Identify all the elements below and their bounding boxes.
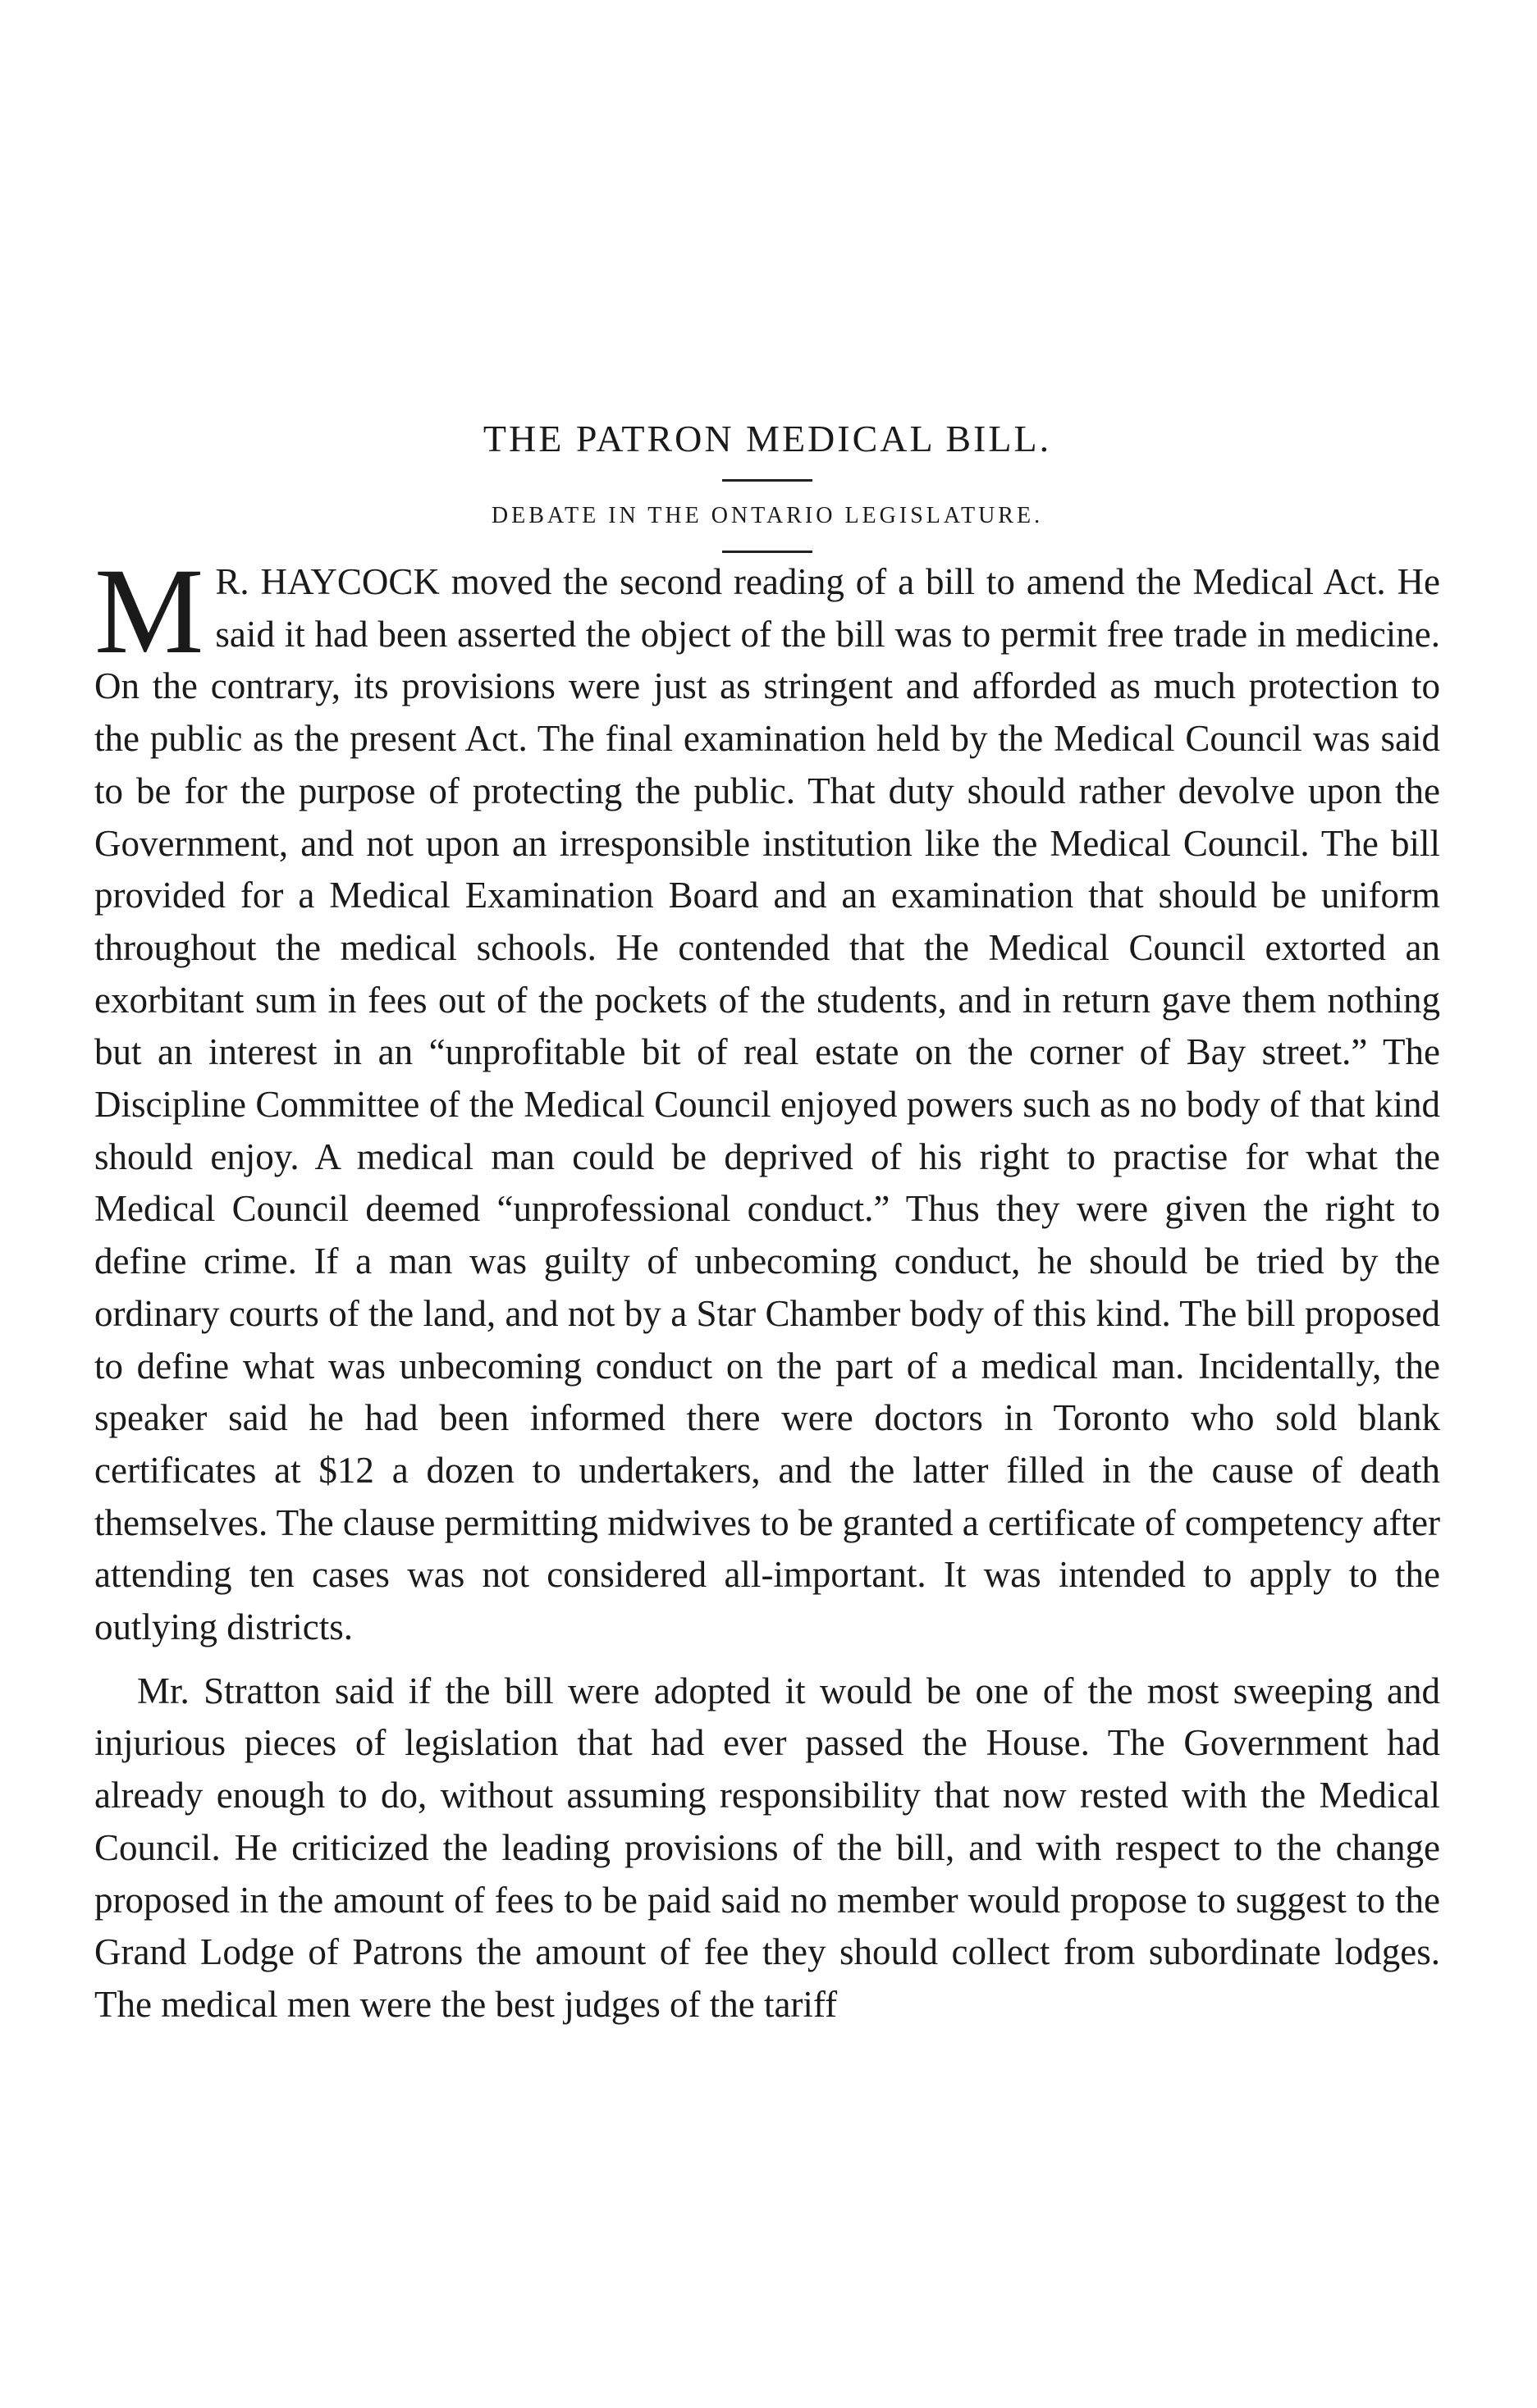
document-page [94, 410, 1440, 2031]
title-divider [722, 479, 812, 482]
paragraph-1-text: R. HAYCOCK moved the second reading of a bill to amend the Medical Act. He said it had been asserted the object of the bill was to permit free trade in medicine. On the contrary, its provisions were just as stringent and afforded as much protection to the public as the present Act. The final examination held by the Medical Council was said to be for the purpose of protecting the public. That duty should rather devolve upon the Government, and not upon an irresponsible institution like the Medical Council. The bill provided for a Medical Examination Board and an examination that should be uniform throughout the medical schools. He contended that the Medical Council extorted an exorbitant sum in fees out of the pockets of the students, and in return gave them nothing but an interest in an “unprofitable bit of real estate on the corner of Bay street.” The Discipline Committee of the Medical Council enjoyed powers such as no body of that kind should enjoy. A medical man could be deprived of his right to practise for what the Medical Council deemed “unprofessional conduct.” Thus they were given the right to define crime. If a man was guilty of unbecoming conduct, he should be tried by the ordinary courts of the land, and not by a Star Chamber body of this kind. The bill proposed to define what was unbecoming conduct on the part of a medical man. Incidentally, the speaker said he had been informed there were doctors in Toronto who sold blank certificates at $12 a dozen to undertakers, and the latter filled in the cause of death themselves. The clause permitting midwives to be granted a certificate of competency after attending ten cases was not considered all-important. It was intended to apply to the outlying districts. [94, 561, 1440, 1648]
page-title: THE PATRON MEDICAL BILL. [483, 418, 1052, 459]
page-subtitle: DEBATE IN THE ONTARIO LEGISLATURE. [491, 503, 1044, 528]
drop-cap: M [94, 543, 204, 679]
paragraph-1 [94, 543, 1440, 1654]
paragraph-2: Mr. Stratton said if the bill were adopted it would be one of the most sweeping and injurious pieces of legislation that had ever passed the House. The Government had already enough to do, without assuming responsibility that now rested with the Medical Council. He criticized the leading provisions of the bill, and with respect to the change proposed in the amount of fees to be paid said no member would propose to suggest to the Grand Lodge of Patrons the amount of fee they should collect from subordinate lodges. The medical men were the best judges of the tariff [94, 1670, 1440, 2025]
subtitle-divider [722, 551, 812, 553]
